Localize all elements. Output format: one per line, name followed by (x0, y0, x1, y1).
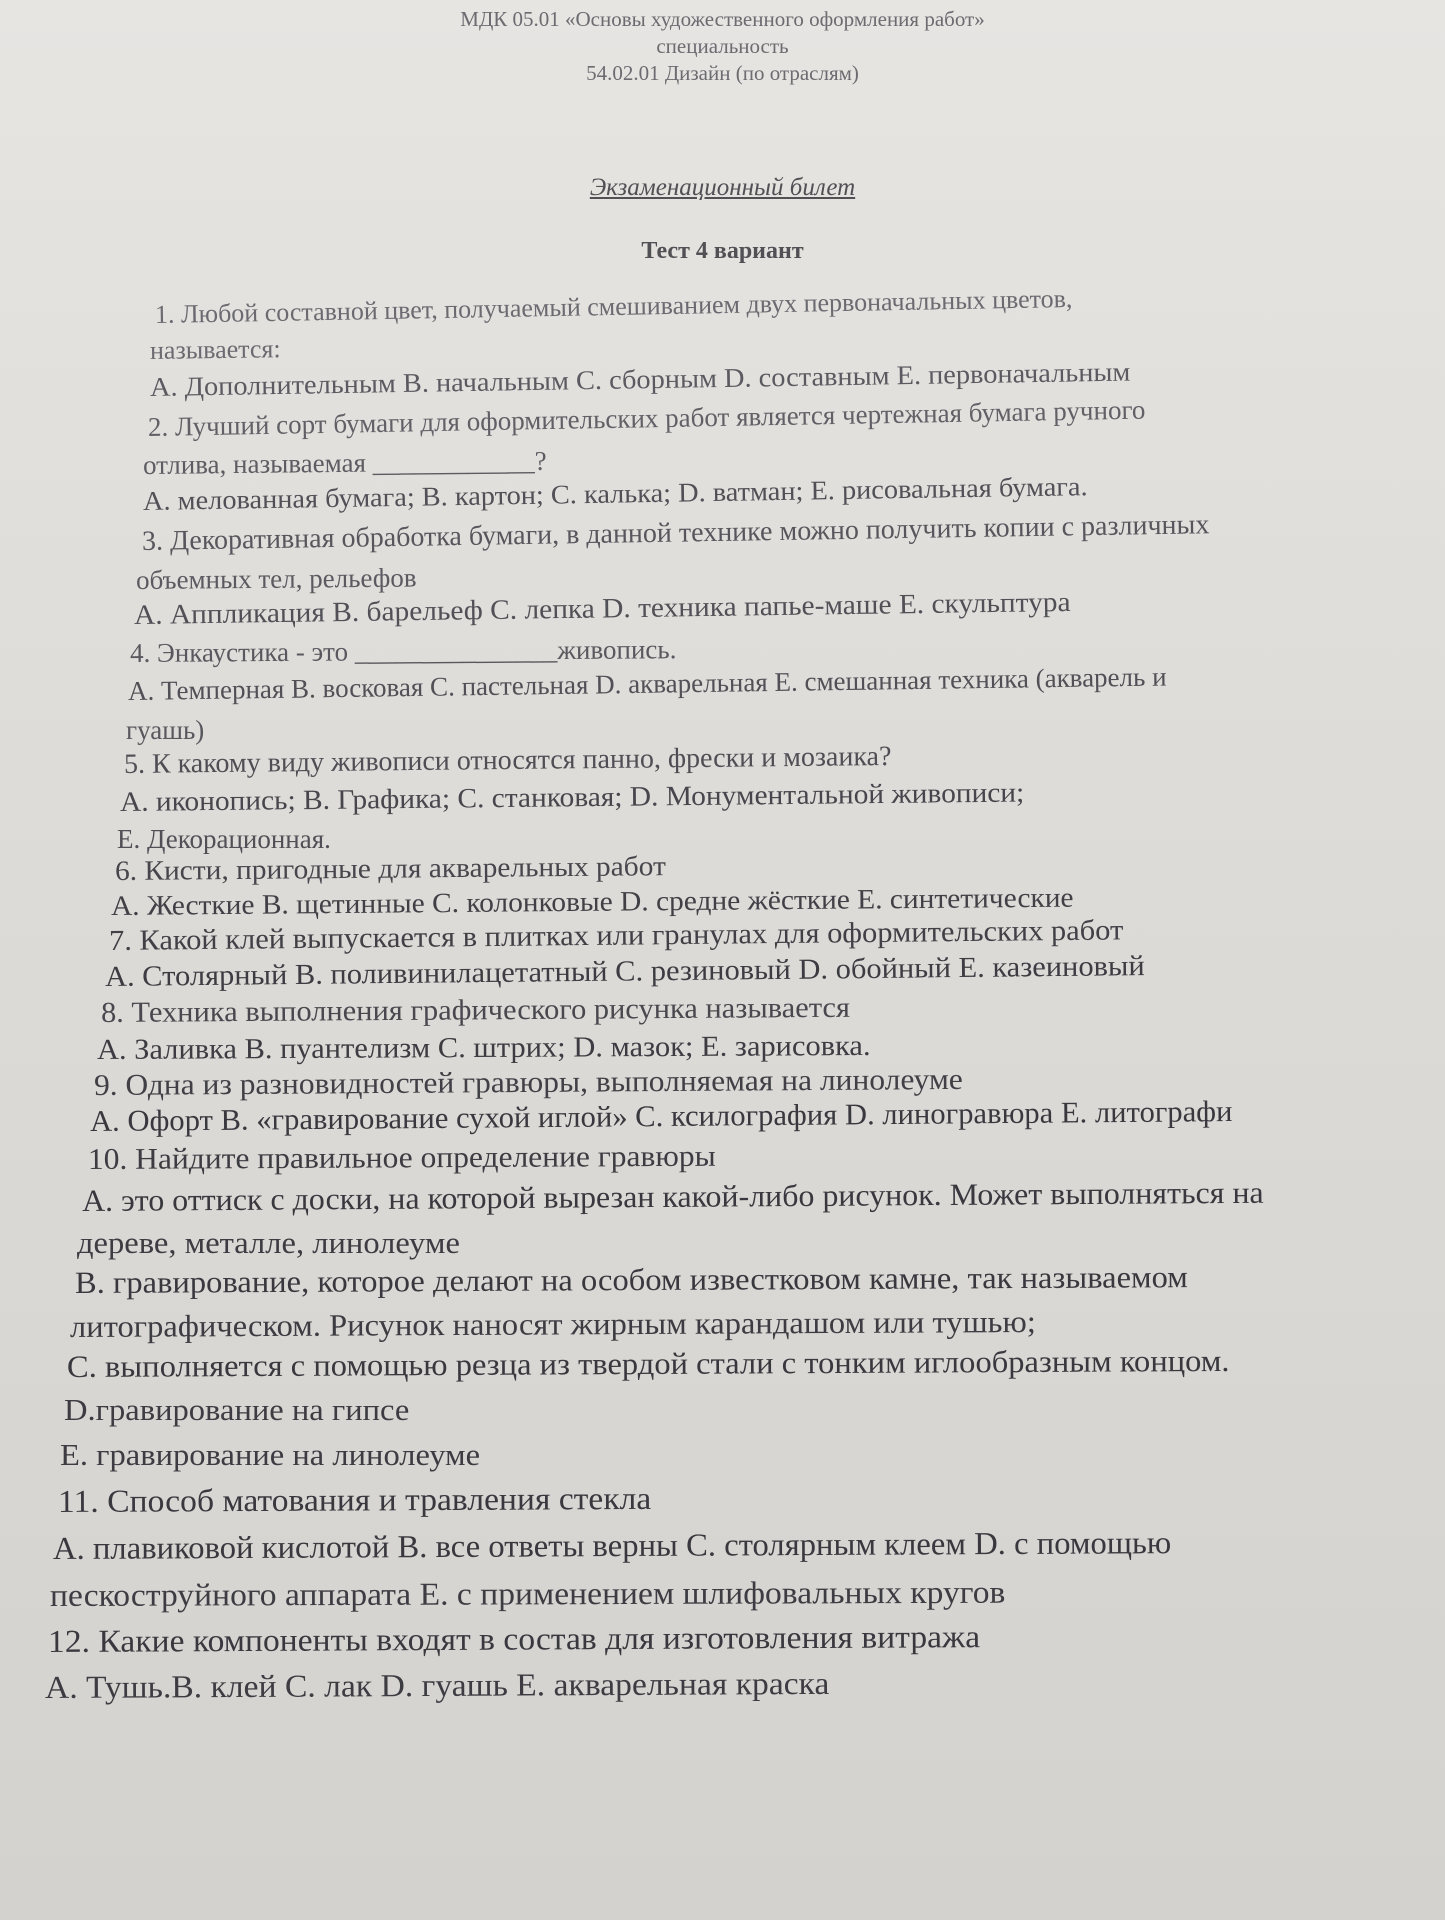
text-line: А. Аппликация В. барельеф С. лепка D. техника папье-маше Е. скульптура (133, 586, 1071, 631)
text-line: А. иконопись; В. Графика; С. станковая; D. Монументальной живописи; (119, 777, 1025, 818)
text-line: 1. Любой составной цвет, получаемый смешиванием двух первоначальных цветов, (154, 283, 1073, 329)
text-line: 12. Какие компоненты входят в состав для изготовления витража (47, 1618, 981, 1659)
text-line: А. Дополнительным В. начальным С. сборным D. составным Е. первоначальным (149, 356, 1131, 402)
variant-title: Тест 4 вариант (641, 238, 804, 264)
text-line: А. это оттиск с доски, на которой вырезан какой-либо рисунок. Может выполняться на (81, 1174, 1264, 1218)
text-line: А. Темперная В. восковая С. пастельная D. акварельная Е. смешанная техника (акварель и (127, 661, 1167, 706)
text-line: гуашь) (126, 715, 205, 745)
text-line: дереве, металле, линолеуме (77, 1225, 460, 1260)
text-line: А. Заливка В. пуантелизм С. штрих; D. мазок; Е. зарисовка. (96, 1029, 871, 1066)
text-line: D.гравирование на гипсе (64, 1392, 410, 1427)
text-line: 2. Лучший сорт бумаги для оформительских работ является чертежная бумага ручного (147, 394, 1146, 442)
text-line: 10. Найдите правильное определение гравюры (87, 1139, 716, 1176)
text-line: 5. К какому виду живописи относятся панно, фрески и мозаика? (123, 740, 892, 780)
text-line: А. Тушь.В. клей С. лак D. гуашь Е. акварельная краска (44, 1664, 830, 1705)
text-line: Е. Декорационная. (117, 824, 331, 854)
text-line: 11. Способ матования и травления стекла (57, 1479, 652, 1519)
text-line: 9. Одна из разновидностей гравюры, выполняемая на линолеуме (93, 1062, 963, 1102)
text-line: А. мелованная бумага; В. картон; С. калька; D. ватман; Е. рисовальная бумага. (142, 471, 1088, 516)
specialty-label: специальность (656, 34, 789, 58)
text-line: пескоструйного аппарата Е. с применением шлифовальных кругов (49, 1573, 1006, 1613)
specialty-code: 54.02.01 Дизайн (по отраслям) (586, 61, 859, 85)
text-line: А. Столярный В. поливинилацетатный С. резиновый D. обойный Е. казеиновый (104, 950, 1145, 993)
text-line: литографическом. Рисунок наносят жирным карандашом или тушью; (69, 1303, 1036, 1344)
text-line: 6. Кисти, пригодные для акварельных работ (114, 851, 666, 887)
text-line: отлива, называемая ____________? (142, 445, 547, 480)
text-line: С. выполняется с помощью резца из твердой стали с тонким иглообразным концом. (66, 1342, 1230, 1384)
text-line: называется: (149, 334, 281, 365)
text-line: 4. Энкаустика - это _______________живопись. (129, 634, 677, 668)
course-title: МДК 05.01 «Основы художественного оформления работ» (460, 7, 985, 31)
text-line: А. Офорт В. «гравирование сухой иглой» С. ксилография D. линогравюра Е. литографи (89, 1095, 1233, 1138)
text-line: А. Жесткие В. щетинные С. колонковые D. средне жёсткие Е. синтетические (110, 882, 1074, 922)
document-header (0, 6, 1445, 87)
text-line: В. гравирование, которое делают на особом известковом камне, так называемом (74, 1259, 1188, 1300)
text-line: 8. Техника выполнения графического рисунка называется (100, 991, 851, 1029)
text-line: объемных тел, рельефов (135, 562, 417, 595)
text-line: А. плавиковой кислотой В. все ответы верны С. столярным клеем D. с помощью (52, 1524, 1172, 1566)
text-line: 3. Декоративная обработка бумаги, в данной технике можно получить копии с различных (141, 509, 1210, 557)
text-line: 7. Какой клей выпускается в плитках или гранулах для оформительских работ (108, 914, 1124, 957)
ticket-title: Экзаменационный билет (589, 174, 856, 201)
text-line: Е. гравирование на линолеуме (60, 1437, 481, 1472)
